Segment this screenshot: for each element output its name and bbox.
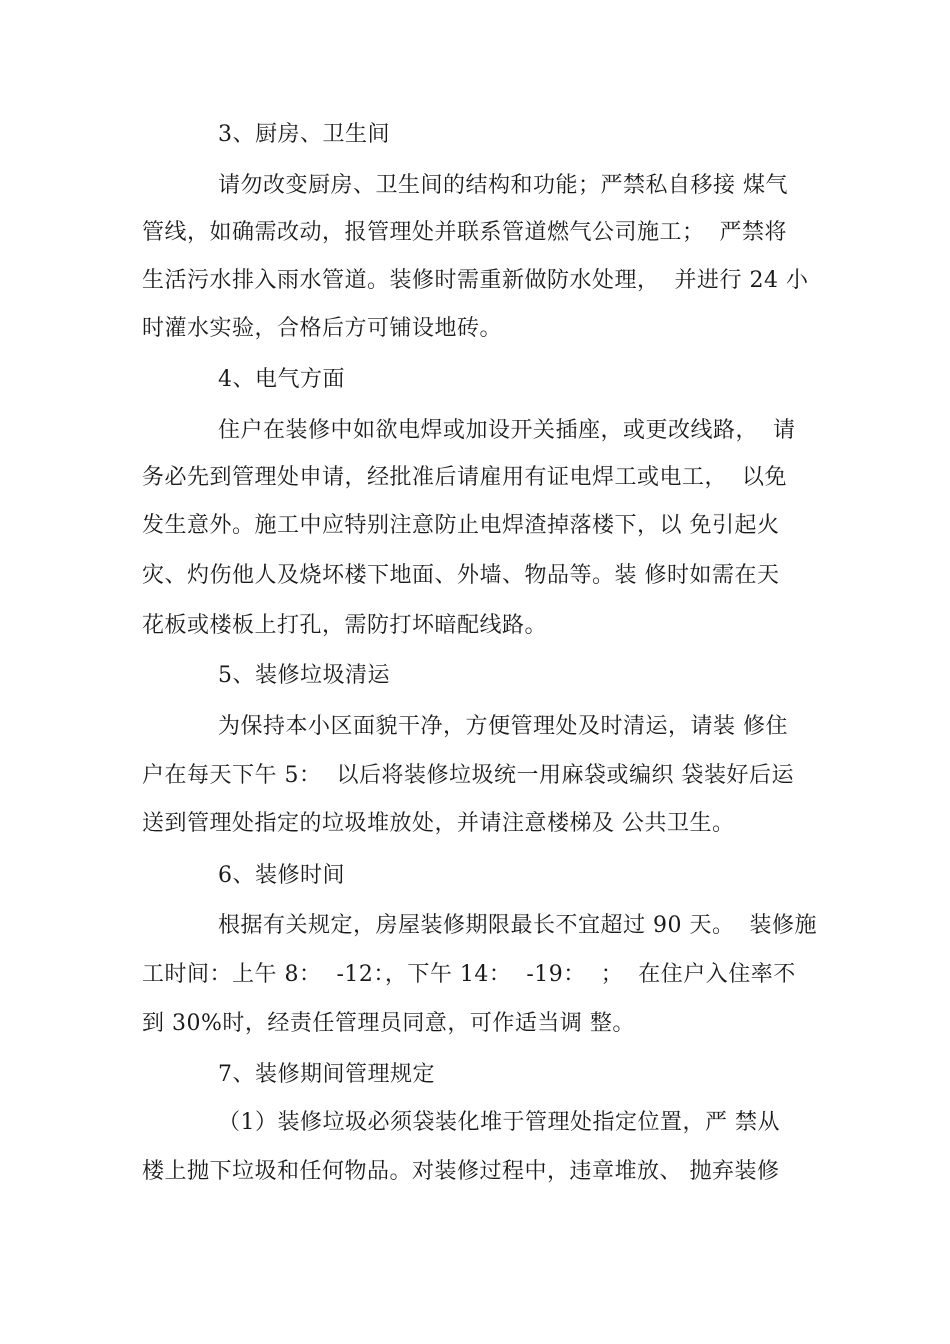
section-7-line-2: 楼上抛下垃圾和任何物品。对装修过程中，违章堆放、 抛弃装修 [142,1159,780,1184]
section-4-line-4: 灾、灼伤他人及烧坏楼下地面、外墙、物品等。装 修时如需在天 [142,563,780,588]
section-7-line-1: （1）装修垃圾必须袋装化堆于管理处指定位置，严 禁从 [218,1110,780,1135]
section-3-line-1: 请勿改变厨房、卫生间的结构和功能；严禁私自移接 煤气 [218,173,788,198]
section-4-line-5: 花板或楼板上打孔，需防打坏暗配线路。 [142,613,548,638]
section-4-heading: 4、电气方面 [218,367,345,392]
section-3-line-2: 管线，如确需改动，报管理处并联系管道燃气公司施工； 严禁将 [142,220,787,245]
section-5-line-1: 为保持本小区面貌干净，方便管理处及时清运，请装 修住 [218,714,788,739]
section-6-line-2: 工时间：上午 8： -12：，下午 14： -19： ； 在住户入住率不 [142,962,796,987]
section-4-line-2: 务必先到管理处申请，经批准后请雇用有证电焊工或电工， 以免 [142,465,787,490]
section-6-heading: 6、装修时间 [218,863,345,888]
section-5-heading: 5、装修垃圾清运 [218,663,390,688]
section-6-line-3: 到 30%时，经责任管理员同意，可作适当调 整。 [142,1011,635,1036]
section-4-line-1: 住户在装修中如欲电焊或加设开关插座，或更改线路， 请 [218,418,796,443]
section-5-line-2: 户在每天下午 5： 以后将装修垃圾统一用麻袋或编织 袋装好后运 [142,763,794,788]
section-3-heading: 3、厨房、卫生间 [218,122,390,147]
section-6-line-1: 根据有关规定，房屋装修期限最长不宜超过 90 天。 装修施 [218,913,817,938]
section-3-line-4: 时灌水实验，合格后方可铺设地砖。 [142,316,503,341]
section-4-line-3: 发生意外。施工中应特别注意防止电焊渣掉落楼下，以 免引起火 [142,513,780,538]
section-7-heading: 7、装修期间管理规定 [218,1062,435,1087]
section-3-line-3: 生活污水排入雨水管道。装修时需重新做防水处理， 并进行 24 小 [142,268,809,293]
section-5-line-3: 送到管理处指定的垃圾堆放处，并请注意楼梯及 公共卫生。 [142,811,735,836]
